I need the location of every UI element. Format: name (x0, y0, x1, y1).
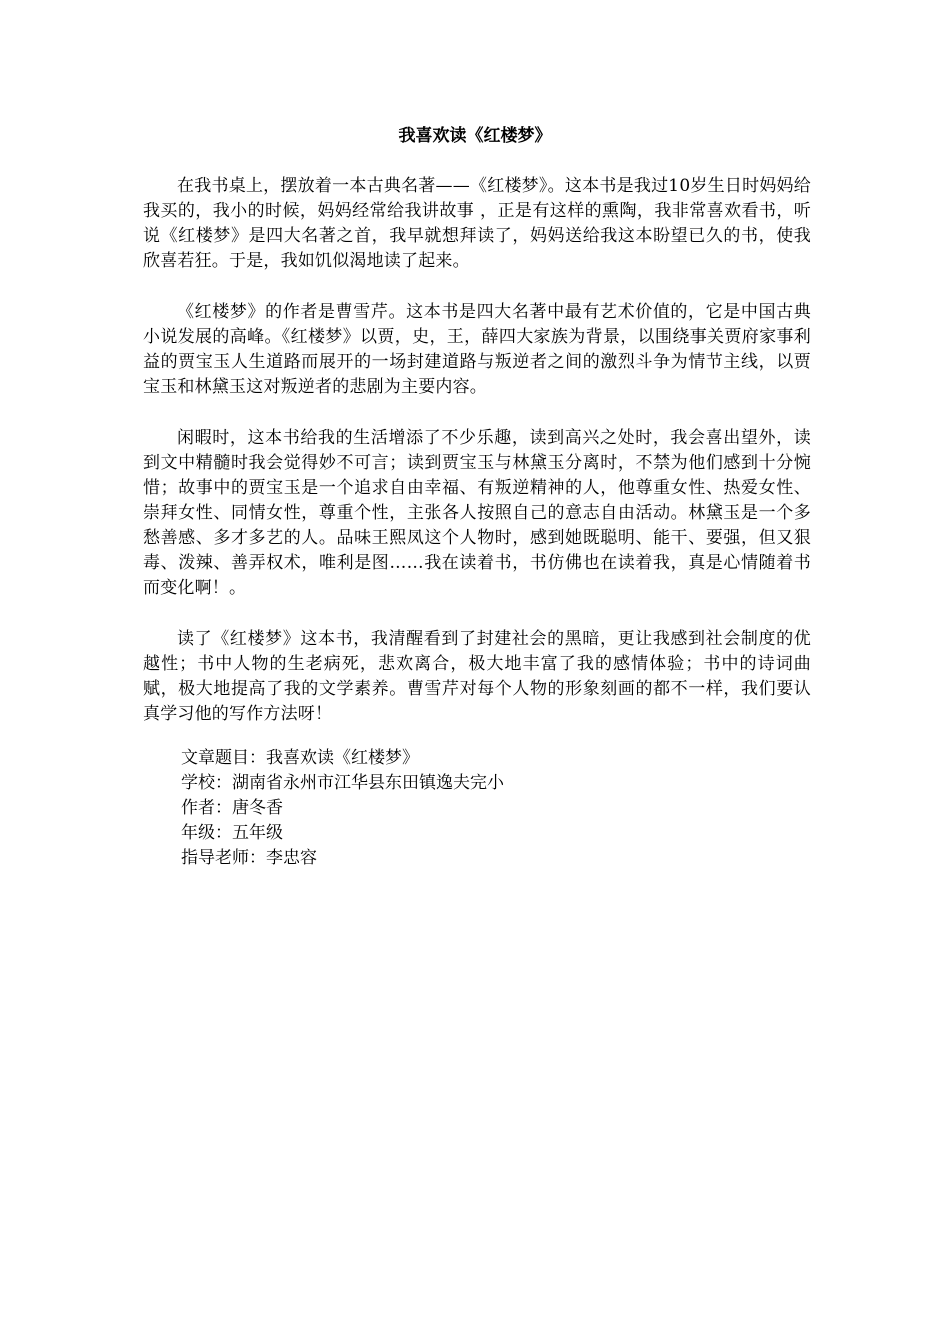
paragraph-3: 闲暇时，这本书给我的生活增添了不少乐趣，读到高兴之处时，我会喜出望外，读到文中精髓时我会觉得妙不可言；读到贾宝玉与林黛玉分离时，不禁为他们感到十分惋惜；故事中的贾宝玉是一个追求自由幸福、有叛逆精神的人，他尊重女性、热爱女性、崇拜女性、同情女性，尊重个性，主张各人按照自己的意志自由活动。林黛玉是一个多愁善感、多才多艺的人。品味王熙凤这个人物时，感到她既聪明、能干、要强，但又狠毒、泼辣、善弄权术，唯利是图……我在读着书，书仿佛也在读着我，真是心情随着书而变化啊！。 (143, 428, 811, 598)
document-body (143, 174, 811, 753)
document-title: 我喜欢读《红楼梦》 (398, 126, 552, 146)
author-line: 作者：唐冬香 (181, 798, 283, 818)
article-info (181, 746, 781, 871)
school-line: 学校：湖南省永州市江华县东田镇逸夫完小 (181, 773, 504, 793)
grade-line: 年级：五年级 (181, 823, 283, 843)
teacher-line: 指导老师：李忠容 (181, 848, 317, 868)
paragraph-1: 在我书桌上，摆放着一本古典名著——《红楼梦》。这本书是我过10岁生日时妈妈给我买的，我小的时候，妈妈经常给我讲故事 ，正是有这样的熏陶，我非常喜欢看书，听说《红楼梦》是四大名著之首，我早就想拜读了，妈妈送给我这本盼望已久的书，使我欣喜若狂。于是，我如饥似渴地读了起来。 (143, 176, 811, 271)
article-title-line: 文章题目：我喜欢读《红楼梦》 (181, 748, 419, 768)
paragraph-2: 《红楼梦》的作者是曹雪芹。这本书是四大名著中最有艺术价值的，它是中国古典小说发展的高峰。《红楼梦》以贾，史，王，薛四大家族为背景，以围绕事关贾府家事利益的贾宝玉人生道路而展开的一场封建道路与叛逆者之间的激烈斗争为情节主线，以贾宝玉和林黛玉这对叛逆者的悲剧为主要内容。 (143, 302, 811, 397)
paragraph-4: 读了《红楼梦》这本书，我清醒看到了封建社会的黑暗，更让我感到社会制度的优越性；书中人物的生老病死，悲欢离合，极大地丰富了我的感情体验；书中的诗词曲赋，极大地提高了我的文学素养。曹雪芹对每个人物的形象刻画的都不一样，我们要认真学习他的写作方法呀！ (143, 629, 811, 724)
